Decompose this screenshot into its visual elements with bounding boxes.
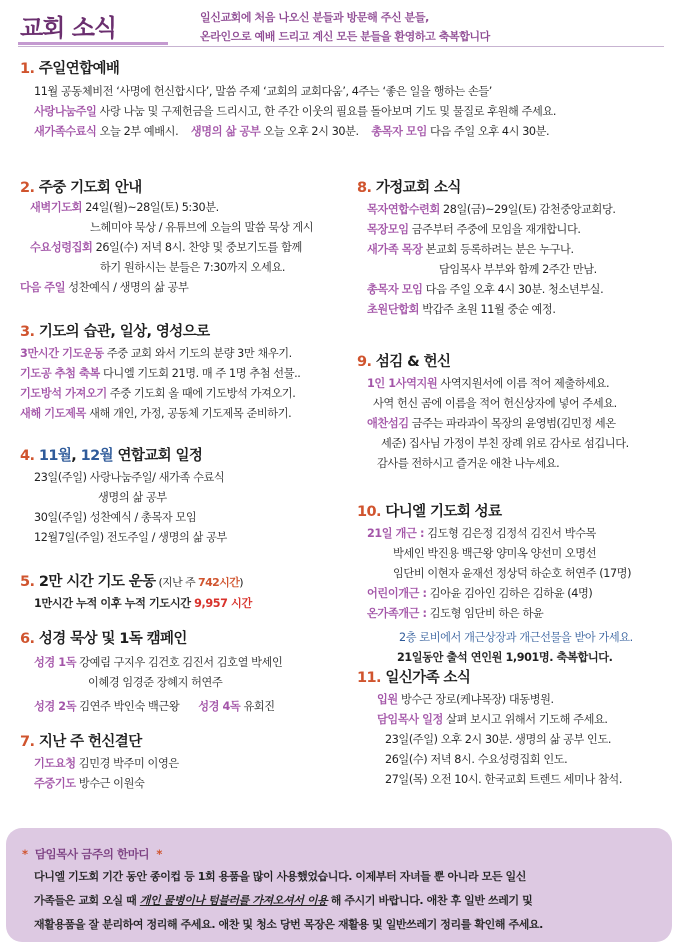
section-title: 2만 시간 기도 운동 (38, 574, 156, 590)
text: 다음 주일 오후 4시 30분. (426, 125, 550, 138)
section-3-heading (20, 320, 210, 341)
s3-line-4 (20, 404, 300, 424)
s2-line-3 (20, 238, 313, 258)
section-title: 연합교회 일정 (113, 448, 203, 464)
keyword: 담임목사 일정 (377, 713, 443, 726)
header-divider (18, 46, 664, 47)
section-11-heading (357, 666, 470, 687)
keyword: 수요성령집회 (30, 241, 93, 254)
star-icon: * (22, 847, 28, 861)
section-title: 가정교회 소식 (375, 180, 461, 196)
text: 해 주시기 바랍니다. 애찬 후 일반 쓰레기 및 (327, 894, 533, 907)
welcome-line-1: 일신교회에 처음 나오신 분들과 방문해 주신 분들, (200, 11, 429, 24)
keyword: 총목자 모임 (367, 283, 423, 296)
keyword: 입원 (377, 693, 398, 706)
s2-line-2: 느헤미야 묵상 / 유튜브에 오늘의 말씀 묵상 게시 (90, 221, 314, 234)
star-icon: * (156, 847, 162, 861)
s10-line-6: 2층 로비에서 개근상장과 개근선물을 받아 가세요. (399, 631, 633, 644)
keyword: 성경 4독 (198, 700, 241, 713)
section-number: 8. (357, 180, 372, 196)
keyword: 사랑나눔주일 (34, 105, 97, 118)
text: 유회진 (240, 700, 275, 713)
section-title: 일신가족 소식 (385, 670, 471, 686)
s4-line-3: 30일(주일) 성찬예식 / 총목자 모임 (34, 511, 197, 524)
section-5-heading (20, 570, 243, 591)
keyword: 21일 개근 : (367, 527, 425, 540)
section-4-body (34, 468, 227, 548)
s2-line-1 (20, 198, 313, 218)
text: 김도형 김은정 김정석 김진서 박수목 (424, 527, 596, 540)
s4-line-4: 12월7일(주일) 전도주일 / 생명의 삶 공부 (34, 531, 227, 544)
section-11-body (377, 690, 622, 790)
text: 방수근 장로(케냐목장) 대동병원. (397, 693, 554, 706)
s7-line-2 (34, 774, 179, 794)
section-7-heading (20, 730, 142, 751)
section-number: 6. (20, 631, 35, 647)
section-title: 다니엘 기도회 성료 (385, 504, 502, 520)
text: 본교회 등록하려는 분은 누구나. (422, 243, 574, 256)
section-number: 5. (20, 574, 35, 590)
total-hours: 9,957 시간 (194, 597, 252, 610)
s3-line-1 (20, 344, 300, 364)
section-9-heading (357, 350, 450, 371)
pastor-line-2 (34, 889, 543, 913)
pastor-message-heading (22, 846, 162, 862)
keyword: 주중기도 (34, 777, 76, 790)
section-number: 1. (20, 61, 35, 77)
section-title: 주일연합예배 (38, 61, 120, 77)
keyword: 성경 2독 (34, 700, 77, 713)
s9-line-4: 세준) 집사님 가정이 부친 장례 위로 감사로 섬깁니다. (381, 437, 629, 450)
section-number: 9. (357, 354, 372, 370)
s5-line-1 (34, 594, 252, 614)
s9-line-2: 사역 헌신 곰에 이름을 적어 헌신상자에 넣어 주세요. (373, 397, 617, 410)
section-5-body (34, 594, 252, 614)
sub: ) (239, 576, 243, 589)
pastor-title: 담임목사 금주의 한마디 (34, 847, 150, 861)
pastor-line-3: 재활용품을 잘 분리하여 정리해 주세요. 애찬 및 청소 당번 목장은 재활용 및 일반쓰레기 정리를 확인해 주세요. (34, 918, 543, 931)
section-number: 2. (20, 180, 35, 196)
text: 주중 교회 와서 기도의 분량 3만 채우기. (103, 347, 292, 360)
page-title: 교회 소식 (20, 14, 117, 42)
s1-line-1: 11월 공동체비전 ‘사명에 헌신합시다’, 말씀 주제 ‘교회의 교회다움’, 4주는 ‘좋은 일을 행하는 손들’ (34, 85, 492, 98)
section-6-body (34, 653, 282, 717)
keyword: 성경 1독 (34, 656, 77, 669)
keyword: 온가족개근 : (367, 607, 427, 620)
keyword: 어린이개근 : (367, 587, 427, 600)
text: 다음 주일 오후 4시 30분. 청소년부실. (422, 283, 604, 296)
s1-line-3 (34, 122, 556, 142)
keyword: 기도방석 가져오기 (20, 387, 107, 400)
text: 사역지원서에 이름 적어 제출하세요. (437, 377, 610, 390)
s10-line-1 (367, 524, 633, 544)
keyword: 초원단합회 (367, 303, 420, 316)
pastor-message-body (34, 865, 543, 937)
section-1-body (34, 82, 556, 142)
keyword: 새가족수료식 (34, 125, 97, 138)
section-title: 기도의 습관, 일상, 영성으로 (38, 324, 210, 340)
s11-line-1 (377, 690, 622, 710)
keyword: 새해 기도제목 (20, 407, 86, 420)
s10-line-3: 임단비 이현자 윤재선 정상덕 하순호 허연주 (17명) (393, 567, 632, 580)
text: 다니엘 기도회 21명. 매 주 1명 추첨 선물.. (99, 367, 301, 380)
sub: (지난 주 (155, 576, 199, 589)
section-4-heading (20, 444, 202, 465)
s9-line-1 (367, 374, 629, 394)
s8-line-3 (367, 240, 616, 260)
section-title: 성경 묵상 및 1독 캠페인 (38, 631, 187, 647)
text: 사랑 나눔 및 구제헌금을 드리시고, 한 주간 이웃의 필요를 돌아보며 기도 및 물질로 후원해 주세요. (96, 105, 556, 118)
title-underline (18, 42, 168, 45)
month-dec: 12월 (80, 448, 113, 464)
s11-line-4: 26일(수) 저녁 8시. 수요성령집회 인도. (385, 753, 568, 766)
keyword: 목자연합수련회 (367, 203, 440, 216)
text: 금주부터 주중에 모임을 재개합니다. (408, 223, 581, 236)
section-2-heading (20, 176, 142, 197)
text: 김도형 임단비 하은 하윤 (426, 607, 544, 620)
keyword: 새벽기도회 (30, 201, 83, 214)
pastor-line-1: 다니엘 기도회 기간 동안 종이컵 등 1회 용품을 많이 사용했었습니다. 이제부터 자녀들 뿐 아니라 모든 일신 (34, 870, 526, 883)
s8-line-5 (367, 280, 616, 300)
section-7-body (34, 754, 179, 794)
text: 살펴 보시고 위해서 기도해 주세요. (442, 713, 608, 726)
text: 1만시간 누적 이후 누적 기도시간 (34, 597, 195, 610)
weekly-hours: 742시간 (198, 576, 240, 589)
text: 주중 기도회 올 때에 기도방석 가져오기. (106, 387, 296, 400)
section-title: 주중 기도회 안내 (38, 180, 142, 196)
text: 오늘 오후 2시 30분. (260, 125, 359, 138)
keyword: 기도공 추첨 축복 (20, 367, 100, 380)
text: 김민경 박주미 이영은 (75, 757, 179, 770)
s1-line-2 (34, 102, 556, 122)
section-3-body (20, 344, 300, 424)
s10-line-4 (367, 584, 633, 604)
s4-line-2: 생명의 삶 공부 (98, 491, 167, 504)
text: 방수근 이원숙 (75, 777, 145, 790)
keyword: 1인 1사역지원 (367, 377, 438, 390)
s11-line-2 (377, 710, 622, 730)
section-2-body (20, 198, 313, 298)
text: 박갑주 초원 11월 중순 예정. (419, 303, 556, 316)
section-10-heading (357, 500, 502, 521)
separator: , (71, 448, 81, 464)
month-nov: 11월 (38, 448, 72, 464)
text: 오늘 2부 예배시. (96, 125, 179, 138)
s8-line-2 (367, 220, 616, 240)
section-10-body (367, 524, 633, 668)
section-8-heading (357, 176, 461, 197)
section-number: 7. (20, 734, 35, 750)
keyword: 애찬섬김 (367, 417, 409, 430)
text: 강예림 구지우 김건호 김진서 김호열 박세인 (76, 656, 283, 669)
keyword: 목장모임 (367, 223, 409, 236)
text: 28일(금)~29일(토) 감천중앙교회당. (439, 203, 616, 216)
s10-line-5 (367, 604, 633, 624)
welcome-line-2: 온라인으로 예배 드리고 계신 모든 분들을 환영하고 축복합니다 (200, 30, 490, 43)
keyword: 새가족 목장 (367, 243, 423, 256)
section-title: 섬김 & 헌신 (375, 354, 451, 370)
text: 성찬예식 / 생명의 삶 공부 (65, 281, 189, 294)
section-number: 10. (357, 504, 381, 520)
keyword: 기도요청 (34, 757, 76, 770)
text: 26일(수) 저녁 8시. 찬양 및 중보기도를 함께 (92, 241, 302, 254)
s3-line-2 (20, 364, 300, 384)
keyword: 총목자 모임 (371, 125, 427, 138)
s11-line-5: 27일(목) 오전 10시. 한국교회 트렌드 세미나 참석. (385, 773, 622, 786)
text: 김연주 박인숙 백근왕 (76, 700, 180, 713)
s3-line-3 (20, 384, 300, 404)
s8-line-1 (367, 200, 616, 220)
text: 금주는 파라과이 목장의 윤영범(김민정 세온 (408, 417, 616, 430)
keyword: 생명의 삶 공부 (190, 125, 261, 138)
s7-line-1 (34, 754, 179, 774)
text: 새해 개인, 가정, 공동체 기도제목 준비하기. (85, 407, 292, 420)
section-number: 11. (357, 670, 381, 686)
section-9-body (367, 374, 629, 474)
s10-line-7: 21일동안 출석 연인원 1,901명. 축복합니다. (397, 651, 613, 664)
text: 김아윤 김아인 김하은 김하윤 (4명) (426, 587, 593, 600)
s6-line-3 (34, 697, 282, 717)
s6-line-1 (34, 653, 282, 673)
welcome-message (200, 8, 490, 46)
s9-line-5: 감사를 전하시고 즐거운 애찬 나누세요. (377, 457, 560, 470)
s4-line-1: 23일(주일) 사랑나눔주일/ 새가족 수료식 (34, 471, 225, 484)
section-number: 4. (20, 448, 35, 464)
section-8-body (367, 200, 616, 320)
underlined-text: 개인 물병이나 텀블러를 가져오셔서 이용 (139, 894, 328, 907)
section-number: 3. (20, 324, 35, 340)
keyword: 3만시간 기도운동 (20, 347, 104, 360)
s9-line-3 (367, 414, 629, 434)
s2-line-4: 하기 원하시는 분들은 7:30까지 오세요. (100, 261, 286, 274)
section-1-heading (20, 57, 119, 78)
s8-line-4: 담임목사 부부와 함께 2주간 만남. (439, 263, 597, 276)
text: 가족들은 교회 오실 때 (34, 894, 140, 907)
s8-line-6 (367, 300, 616, 320)
section-6-heading (20, 627, 187, 648)
s10-line-2: 박세인 박진용 백근왕 양미옥 양선미 오명선 (393, 547, 597, 560)
s2-line-5 (20, 278, 313, 298)
text: 24일(월)~28일(토) 5:30분. (82, 201, 219, 214)
s6-line-2: 이혜경 임경준 장혜지 허연주 (88, 676, 223, 689)
keyword: 다음 주일 (20, 281, 66, 294)
section-title: 지난 주 헌신결단 (38, 734, 142, 750)
s11-line-3: 23일(주일) 오후 2시 30분. 생명의 삶 공부 인도. (385, 733, 612, 746)
